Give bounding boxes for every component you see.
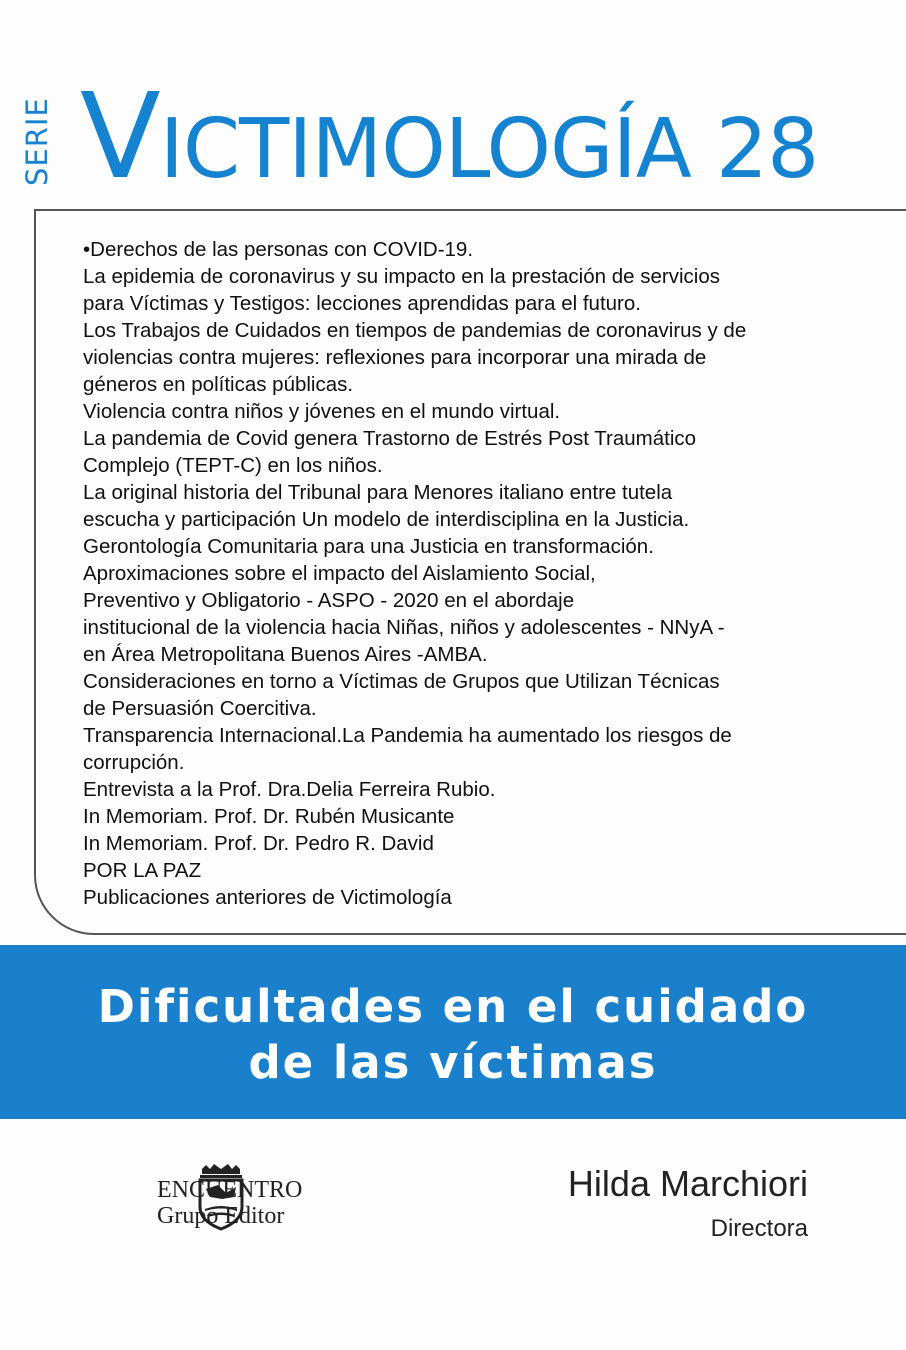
series-title-initial: V	[80, 67, 160, 205]
series-title	[80, 67, 819, 206]
contents-line: POR LA PAZ	[83, 859, 202, 882]
book-subtitle	[0, 979, 906, 1091]
contents-line: en Área Metropolitana Buenos Aires -AMBA.	[83, 643, 488, 666]
contents-line: La pandemia de Covid genera Trastorno de Estrés Post Traumático	[83, 427, 697, 450]
contents-line: de Persuasión Coercitiva.	[83, 697, 317, 720]
contents-line: Aproximaciones sobre el impacto del Aislamiento Social,	[83, 562, 596, 585]
contents-line: In Memoriam. Prof. Dr. Rubén Musicante	[83, 805, 455, 828]
contents-line: Preventivo y Obligatorio - ASPO - 2020 en el abordaje	[83, 589, 575, 612]
contents-list	[83, 236, 883, 911]
contents-line: La epidemia de coronavirus y su impacto en la prestación de servicios	[83, 265, 720, 288]
author-name: Hilda Marchiori	[567, 1163, 808, 1204]
contents-line: violencias contra mujeres: reflexiones para incorporar una mirada de	[83, 346, 707, 369]
contents-line: Transparencia Internacional.La Pandemia ha aumentado los riesgos de	[83, 724, 732, 747]
contents-line: Complejo (TEPT-C) en los niños.	[83, 454, 383, 477]
subtitle-line-1: Dificultades en el cuidado	[97, 980, 809, 1033]
contents-line: Publicaciones anteriores de Victimología	[83, 886, 452, 909]
subtitle-line-2: de las víctimas	[248, 1036, 658, 1089]
author-block	[568, 1162, 808, 1244]
publisher-name	[157, 1177, 302, 1229]
contents-line: géneros en políticas públicas.	[83, 373, 354, 396]
publisher-line-1: ENCUENTRO	[157, 1177, 303, 1203]
contents-line: La original historia del Tribunal para Menores italiano entre tutela	[83, 481, 673, 504]
contents-line: corrupción.	[83, 751, 185, 774]
contents-line: Entrevista a la Prof. Dra.Delia Ferreira Rubio.	[83, 778, 496, 801]
author-role: Directora	[710, 1215, 808, 1242]
series-label: SERIE	[20, 97, 54, 186]
contents-line: Violencia contra niños y jóvenes en el mundo virtual.	[83, 400, 561, 423]
series-title-rest: ICTIMOLOGÍA 28	[159, 102, 819, 197]
publisher-line-2: Grupo Editor	[157, 1203, 285, 1229]
contents-line: para Víctimas y Testigos: lecciones aprendidas para el futuro.	[83, 292, 641, 315]
contents-line: institucional de la violencia hacia Niñas, niños y adolescentes - NNyA -	[83, 616, 725, 639]
contents-line: Los Trabajos de Cuidados en tiempos de pandemias de coronavirus y de	[83, 319, 747, 342]
contents-line: escucha y participación Un modelo de interdisciplina en la Justicia.	[83, 508, 690, 531]
contents-line: In Memoriam. Prof. Dr. Pedro R. David	[83, 832, 434, 855]
contents-line: •Derechos de las personas con COVID-19.	[83, 238, 474, 261]
contents-line: Consideraciones en torno a Víctimas de Grupos que Utilizan Técnicas	[83, 670, 720, 693]
contents-line: Gerontología Comunitaria para una Justicia en transformación.	[83, 535, 654, 558]
